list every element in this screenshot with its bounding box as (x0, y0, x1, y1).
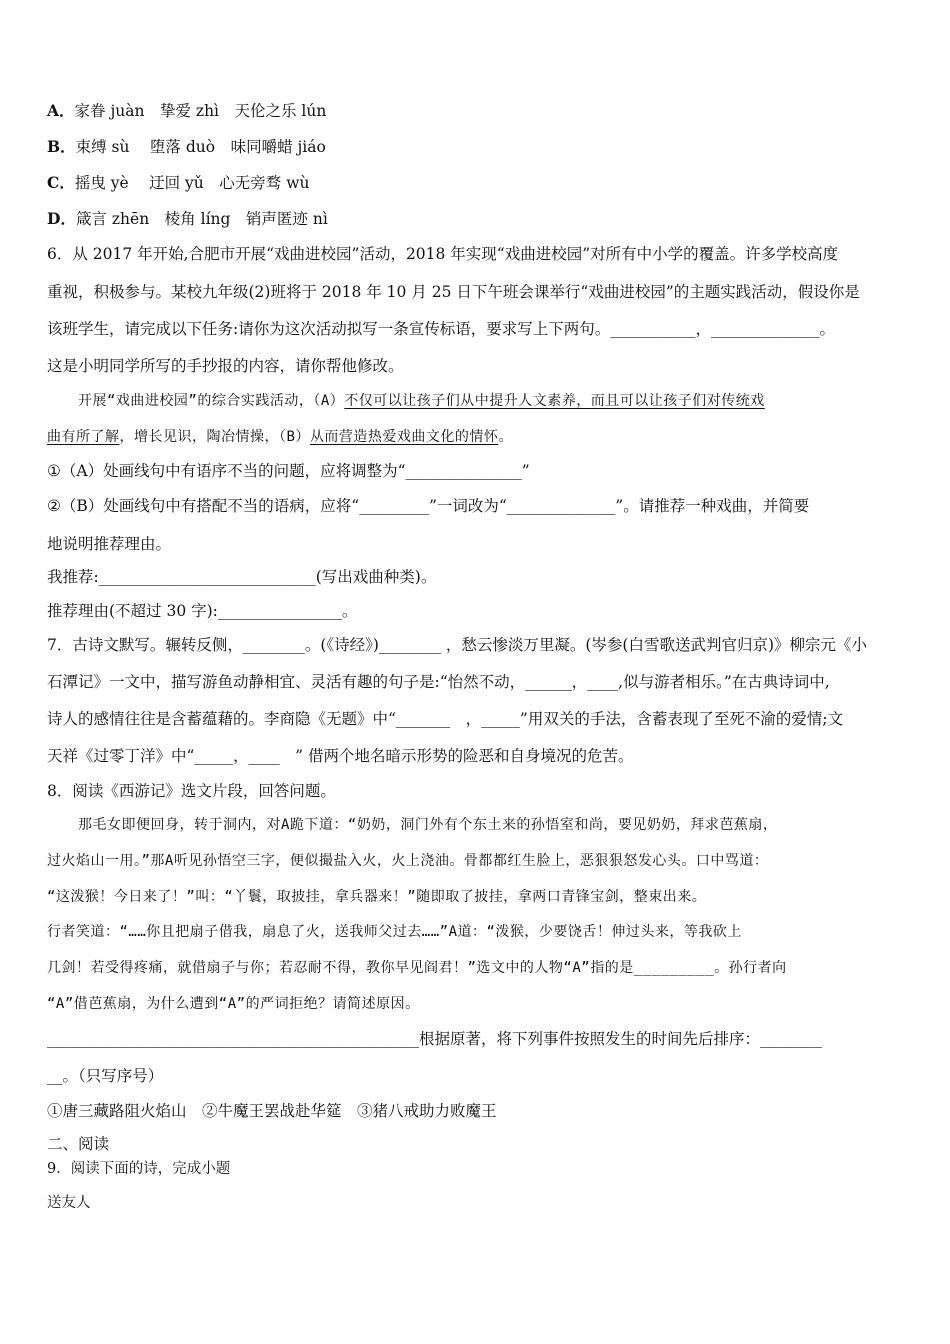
option-text: 束缚 sù 堕落 duò 味同嚼蜡 jiáo (75, 138, 326, 156)
q6-sub-2-cont: 地说明推荐理由。 (47, 535, 172, 553)
q7-line-3: 诗人的感情往往是含蓄蕴藉的。李商隐《无题》中“_______ ，_____”用双关的手法，含蓄表现了至死不渝的爱情;文 (47, 710, 844, 728)
q8-passage-line-2: 过火焰山一用。”那A听见孙悟空三字，便似撮盐入火，火上浇油。骨都都红生脸上，恶狠狠怒发心头。口中骂道： (47, 853, 769, 869)
passage-text: 开展“戏曲进校园”的综合实践活动，（A） (78, 393, 345, 409)
q6-line-3: 该班学生，请完成以下任务:请你为这次活动拟写一条宣传标语，要求写上下两句。___________，______________。 (47, 320, 835, 338)
option-d[interactable] (47, 208, 328, 230)
q6-passage-line-1 (78, 390, 765, 412)
option-letter: A． (47, 101, 75, 120)
q8-passage-line-3: “这泼猴！今日来了！”叫：“丫鬟，取披挂，拿兵器来！”随即取了披挂，拿两口青锋宝剑，整束出来。 (47, 889, 707, 905)
q6-sub-1: ①（A）处画线句中有语序不当的问题，应将调整为“_______________” (47, 462, 530, 480)
q8-passage-line-1: 那毛女即便回身，转于洞内，对A跪下道：“奶奶，洞门外有个东土来的孙悟室和尚，要见奶奶，拜求芭蕉扇， (78, 817, 778, 833)
underlined-sentence-a: 不仅可以让孩子们从中提升人文素养，而且可以让孩子们对传统戏 (344, 393, 765, 409)
option-text: 摇曳 yè 迂回 yǔ 心无旁骛 wù (74, 174, 310, 192)
option-letter: B． (47, 137, 76, 156)
q8-passage-line-4: 行者笑道：“……你且把扇子借我，扇息了火，送我师父过去……”A道：“泼猴，少要饶舌！伸过头来，等我砍上 (47, 924, 742, 940)
q6-recommend: 我推荐:____________________________(写出戏曲种类)。 (47, 568, 437, 586)
underlined-sentence-b: 从而营造热爱戏曲文化的情怀 (309, 429, 499, 445)
option-letter: C． (47, 173, 75, 192)
q6-line-2: 重视，积极参与。某校九年级(2)班将于 2018 年 10 月 25 日下午班会课举行“戏曲进校园”的主题实践活动，假设你是 (47, 283, 860, 301)
q8-events: ①唐三藏路阻火焰山 ②牛魔王罢战赴华筵 ③猪八戒助力败魔王 (47, 1102, 497, 1120)
q8-title: 8．阅读《西游记》选文片段，回答问题。 (47, 782, 336, 800)
q6-line-1: 6．从 2017 年开始,合肥市开展“戏曲进校园”活动，2018 年实现“戏曲进校园”对所有中小学的覆盖。许多学校高度 (47, 245, 839, 263)
option-text: 家眷 juàn 挚爱 zhì 天伦之乐 lún (74, 102, 327, 120)
section-heading: 二、阅读 (47, 1135, 110, 1153)
option-a[interactable] (47, 100, 326, 122)
option-text: 箴言 zhēn 棱角 líng 销声匿迹 nì (75, 210, 328, 228)
q8-question-line: “A”借芭蕉扇，为什么遭到“A”的严词拒绝？请简述原因。 (47, 996, 420, 1012)
q7-line-4: 天祥《过零丁洋》中“_____，____ ” 借两个地名暗示形势的险恶和自身境况的危苦。 (47, 747, 634, 765)
q6-reason: 推荐理由(不超过 30 字):________________。 (47, 602, 358, 620)
q6-sub-2: ②（B）处画线句中有搭配不当的语病，应将“_________”一词改为“______________”。请推荐一种戏曲，并简要 (47, 497, 810, 515)
option-letter: D． (47, 209, 76, 228)
q8-answer-line: ________________________________________________根据原著，将下列事件按照发生的时间先后排序：________ (47, 1030, 823, 1048)
q6-passage-line-2 (47, 426, 513, 448)
q8-passage-line-5: 几剑！若受得疼痛，就借扇子与你；若忍耐不得，教你早见阎君！”选文中的人物“A”指的是_________。孙行者向 (47, 960, 787, 976)
q9-title: 9．阅读下面的诗，完成小题 (47, 1161, 231, 1177)
option-c[interactable] (47, 172, 309, 194)
passage-text: 。 (498, 429, 513, 445)
option-b[interactable] (47, 136, 326, 158)
poem-title: 送友人 (47, 1195, 91, 1211)
underlined-sentence-a-end: 曲有所了解 (47, 429, 120, 445)
q8-answer-line-cont: __。（只写序号） (47, 1067, 164, 1085)
q7-line-1: 7．古诗文默写。辗转反侧，________。(《诗经》)________ ，愁云惨淡万里凝。(岑参(白雪歌送武判官归京)》柳宗元《小 (47, 636, 868, 654)
q6-line-4: 这是小明同学所写的手抄报的内容，请你帮他修改。 (47, 357, 404, 375)
q7-line-2: 石潭记》一文中，描写游鱼动静相宜、灵活有趣的句子是:“怡然不动，______，____,似与游者相乐。”在古典诗词中, (47, 673, 830, 691)
passage-text: ，增长见识，陶冶情操，（B） (119, 429, 310, 445)
